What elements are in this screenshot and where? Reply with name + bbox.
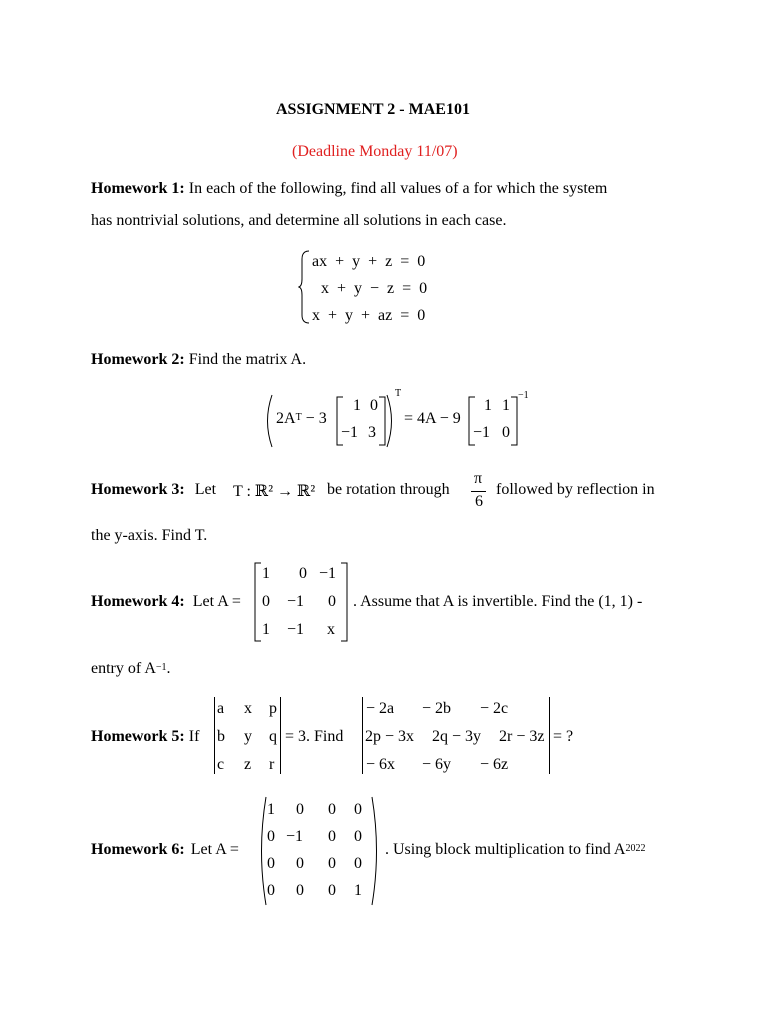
hw5-det2-cell: − 2c (480, 700, 509, 717)
hw6-cell: 1 (267, 801, 275, 818)
hw3-frac-den: 6 (475, 493, 483, 510)
hw6-cell: 0 (296, 801, 304, 818)
hw2-inv-sup: −1 (518, 390, 529, 401)
hw5-text-c: = ? (553, 728, 574, 745)
hw3-text-c: followed by reflection in (496, 481, 655, 498)
hw5-det2-cell: 2r − 3z (499, 728, 545, 745)
hw4-cell: 0 (262, 593, 270, 610)
hw1-line2: has nontrivial solutions, and determine all solutions in each case. (91, 212, 507, 229)
hw2-m1-cell: 1 (353, 397, 361, 414)
hw4-cell: 1 (262, 565, 270, 582)
hw5-det1-right-bar (280, 697, 281, 774)
hw4-cell: 0 (299, 565, 307, 582)
hw4-line2: entry of $A^{-1}$. (91, 660, 171, 677)
hw3-label-line (91, 481, 216, 499)
hw6-right-paren (370, 796, 382, 906)
hw6-cell: 0 (328, 882, 336, 899)
hw5-det1-cell: z (244, 756, 252, 773)
hw6-text-b: . Using block multiplication to find $A^{2022}$ (385, 841, 646, 858)
hw3-line2: the y-axis. Find T. (91, 527, 208, 544)
hw5-det2-cell: − 6z (480, 756, 509, 773)
hw3-let: Let (194, 481, 217, 498)
hw6-cell: 0 (267, 855, 275, 872)
hw1-system-brace (298, 249, 312, 325)
hw2-m2-cell: 1 (502, 397, 510, 414)
hw5-det2-cell: − 6y (422, 756, 452, 773)
hw1-line1 (91, 180, 607, 198)
hw4-label: Homework 4: (91, 593, 185, 610)
hw5-det2-cell: 2q − 3y (432, 728, 482, 745)
hw2-left-term: $2A^T - 3$ (276, 410, 327, 427)
hw5-det1-cell: q (269, 728, 277, 745)
deadline: (Deadline Monday 11/07) (292, 143, 458, 160)
hw3-frac-num: π (474, 470, 483, 487)
hw6-let: Let A = (190, 841, 239, 858)
hw5-det2-cell: − 6x (366, 756, 396, 773)
hw6-cell: 0 (328, 855, 336, 872)
hw1-eq1: ax + y + z = 0 (312, 253, 426, 270)
hw5-det1-left-bar (214, 697, 215, 774)
hw2-m1-cell: −1 (341, 424, 359, 441)
hw5-det1-cell: r (269, 756, 275, 773)
hw2-text: Find the matrix A. (188, 351, 307, 368)
hw5-det2-left-bar (362, 697, 363, 774)
hw4-let: Let A = (192, 593, 241, 610)
hw1-text: In each of the following, find all values of a for which the system (188, 180, 608, 197)
hw6-label: Homework 6: (91, 841, 185, 858)
hw6-cell: 0 (328, 801, 336, 818)
hw5-det1-cell: c (217, 756, 225, 773)
hw4-cell: −1 (287, 621, 305, 638)
hw5-det1-cell: b (217, 728, 225, 745)
hw5-det2-cell: 2p − 3x (365, 728, 415, 745)
hw6-cell: 0 (354, 855, 362, 872)
hw4-cell: x (327, 621, 335, 638)
hw6-label-line (91, 841, 239, 859)
hw5-det1-cell: y (244, 728, 252, 745)
hw6-cell: 0 (296, 855, 304, 872)
hw5-det1-cell: a (217, 700, 225, 717)
hw2-m1-cell: 3 (368, 424, 376, 441)
hw2-m2-cell: −1 (473, 424, 491, 441)
hw6-cell: 0 (354, 801, 362, 818)
hw4-cell: −1 (287, 593, 305, 610)
hw3-frac-bar (471, 491, 486, 492)
hw5-if: If (188, 728, 200, 745)
hw4-cell: 0 (328, 593, 336, 610)
hw5-det2-cell: − 2a (366, 700, 395, 717)
hw2-line (91, 351, 306, 369)
hw2-m2-cell: 0 (502, 424, 510, 441)
hw2-right-paren (385, 394, 397, 448)
hw2-m2-right-bracket (510, 396, 518, 446)
hw1-eq2: x + y − z = 0 (321, 280, 428, 297)
hw5-det2-right-bar (549, 697, 550, 774)
hw2-middle: = 4A − 9 (404, 410, 461, 427)
hw5-text-b: = 3. Find (285, 728, 344, 745)
hw5-det2-cell: − 2b (422, 700, 452, 717)
hw5-det1-cell: x (244, 700, 252, 717)
hw5-label-line (91, 728, 199, 746)
hw6-cell: 0 (328, 828, 336, 845)
page-title: ASSIGNMENT 2 - MAE101 (276, 101, 470, 118)
hw1-eq3: x + y + az = 0 (312, 307, 426, 324)
hw2-m2-cell: 1 (484, 397, 492, 414)
hw3-map: T : ℝ² → ℝ² (233, 483, 316, 500)
hw2-left-paren (262, 394, 274, 448)
hw2-outer-sup: T (395, 388, 402, 399)
hw5-det1-cell: p (269, 700, 277, 717)
hw2-label: Homework 2: (91, 351, 185, 368)
hw4-cell: 1 (262, 621, 270, 638)
hw6-cell: 1 (354, 882, 362, 899)
hw6-cell: 0 (267, 882, 275, 899)
hw6-cell: 0 (296, 882, 304, 899)
hw5-label: Homework 5: (91, 728, 185, 745)
hw6-cell: 0 (267, 828, 275, 845)
hw3-text-b: be rotation through (327, 481, 450, 498)
hw4-left-bracket (254, 562, 262, 642)
hw4-text-b: . Assume that A is invertible. Find the (1, 1) - (353, 593, 643, 610)
hw4-label-line (91, 593, 241, 611)
hw6-cell: 0 (354, 828, 362, 845)
hw4-right-bracket (340, 562, 348, 642)
hw6-cell: −1 (286, 828, 304, 845)
hw3-label: Homework 3: (91, 481, 185, 498)
hw2-m1-cell: 0 (370, 397, 378, 414)
hw1-label: Homework 1: (91, 180, 185, 197)
hw4-cell: −1 (319, 565, 337, 582)
